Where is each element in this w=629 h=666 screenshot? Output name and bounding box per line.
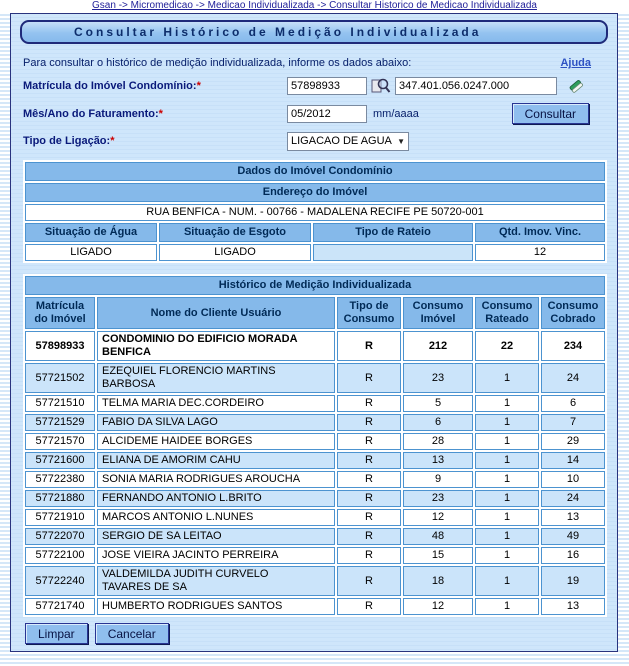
cell-nome: ALCIDEME HAIDEE BORGES <box>97 433 335 450</box>
cell-tipo-consumo: R <box>337 528 401 545</box>
cell-consumo-cobrado: 13 <box>541 598 605 615</box>
cell-consumo-imovel: 18 <box>403 566 473 596</box>
page-title-text: Consultar Histórico de Medição Individualizada <box>74 25 482 39</box>
table-row <box>25 547 605 564</box>
cell-tipo-consumo: R <box>337 414 401 431</box>
cancelar-button[interactable]: Cancelar <box>95 623 169 644</box>
cell-consumo-cobrado: 49 <box>541 528 605 545</box>
mes-ano-row <box>23 103 605 124</box>
cell-consumo-cobrado: 16 <box>541 547 605 564</box>
tipo-ligacao-label: Tipo de Ligação:* <box>23 135 115 147</box>
cell-nome: FERNANDO ANTONIO L.BRITO <box>97 490 335 507</box>
tipo-ligacao-select[interactable] <box>287 132 409 151</box>
cell-consumo-imovel: 13 <box>403 452 473 469</box>
table-row <box>25 363 605 393</box>
table-row <box>25 598 605 615</box>
tipo-ligacao-value: LIGACAO DE AGUA <box>291 135 392 147</box>
table-row <box>25 566 605 596</box>
cell-matricula: 57721740 <box>25 598 95 615</box>
cell-consumo-cobrado: 24 <box>541 363 605 393</box>
col-consumo-cobrado: Consumo Cobrado <box>541 297 605 329</box>
cell-nome: HUMBERTO RODRIGUES SANTOS <box>97 598 335 615</box>
cell-tipo-consumo: R <box>337 509 401 526</box>
cell-consumo-imovel: 23 <box>403 490 473 507</box>
table-row <box>25 414 605 431</box>
cell-consumo-rateado: 1 <box>475 547 539 564</box>
search-icon[interactable] <box>371 77 391 95</box>
cell-consumo-cobrado: 6 <box>541 395 605 412</box>
col-consumo-rateado: Consumo Rateado <box>475 297 539 329</box>
mes-ano-input[interactable] <box>287 105 367 123</box>
table-row <box>25 490 605 507</box>
historico-table <box>23 274 607 617</box>
table-row <box>25 509 605 526</box>
cell-matricula: 57721510 <box>25 395 95 412</box>
col-matricula: Matrícula do Imóvel <box>25 297 95 329</box>
col-qtd-imov-vinc: Qtd. Imov. Vinc. <box>475 223 605 242</box>
table-row <box>25 452 605 469</box>
cell-consumo-imovel: 12 <box>403 598 473 615</box>
mes-ano-label: Mês/Ano do Faturamento:* <box>23 107 163 120</box>
matricula-row <box>23 76 605 96</box>
required-asterisk: * <box>158 107 163 120</box>
cell-tipo-consumo: R <box>337 566 401 596</box>
cell-matricula: 57898933 <box>25 331 95 361</box>
cell-matricula: 57722240 <box>25 566 95 596</box>
breadcrumb[interactable]: Gsan -> Micromedicao -> Medicao Individualizada -> Consultar Historico de Medicao Individualizada <box>0 0 629 13</box>
consultar-button[interactable]: Consultar <box>512 103 589 124</box>
cell-consumo-cobrado: 19 <box>541 566 605 596</box>
cell-consumo-imovel: 6 <box>403 414 473 431</box>
endereco-value: RUA BENFICA - NUM. - 00766 - MADALENA RECIFE PE 50720-001 <box>25 204 605 221</box>
table-row <box>25 395 605 412</box>
cell-consumo-cobrado: 7 <box>541 414 605 431</box>
tipo-rateio-value <box>313 244 473 261</box>
cell-consumo-rateado: 1 <box>475 509 539 526</box>
cell-consumo-imovel: 212 <box>403 331 473 361</box>
cell-nome: VALDEMILDA JUDITH CURVELO TAVARES DE SA <box>97 566 335 596</box>
cell-consumo-rateado: 1 <box>475 471 539 488</box>
cell-matricula: 57722100 <box>25 547 95 564</box>
matricula-label: Matrícula do Imóvel Condomínio:* <box>23 80 201 92</box>
cell-consumo-rateado: 1 <box>475 363 539 393</box>
cell-consumo-rateado: 1 <box>475 598 539 615</box>
cell-consumo-rateado: 1 <box>475 452 539 469</box>
cell-tipo-consumo: R <box>337 433 401 450</box>
intro-text: Para consultar o histórico de medição individualizada, informe os dados abaixo: <box>23 57 412 69</box>
cell-matricula: 57721529 <box>25 414 95 431</box>
cell-nome: FABIO DA SILVA LAGO <box>97 414 335 431</box>
cell-consumo-imovel: 15 <box>403 547 473 564</box>
cell-consumo-cobrado: 234 <box>541 331 605 361</box>
situacao-esgoto-value: LIGADO <box>159 244 311 261</box>
table-row <box>25 528 605 545</box>
cell-nome: MARCOS ANTONIO L.NUNES <box>97 509 335 526</box>
cell-consumo-cobrado: 10 <box>541 471 605 488</box>
cell-consumo-rateado: 1 <box>475 528 539 545</box>
page-title <box>20 20 608 44</box>
cell-nome: SERGIO DE SA LEITAO <box>97 528 335 545</box>
cell-consumo-rateado: 22 <box>475 331 539 361</box>
historico-title: Histórico de Medição Individualizada <box>25 276 605 295</box>
cell-tipo-consumo: R <box>337 331 401 361</box>
table-row <box>25 433 605 450</box>
table-row <box>25 331 605 361</box>
col-situacao-esgoto: Situação de Esgoto <box>159 223 311 242</box>
cell-matricula: 57721570 <box>25 433 95 450</box>
cell-consumo-imovel: 5 <box>403 395 473 412</box>
tipo-ligacao-row <box>23 131 605 151</box>
matricula-input[interactable] <box>287 77 367 95</box>
cell-nome: TELMA MARIA DEC.CORDEIRO <box>97 395 335 412</box>
cell-consumo-cobrado: 24 <box>541 490 605 507</box>
cell-consumo-cobrado: 14 <box>541 452 605 469</box>
dados-imovel-title: Dados do Imóvel Condomínio <box>25 162 605 181</box>
inscricao-field <box>395 77 557 95</box>
cell-tipo-consumo: R <box>337 363 401 393</box>
mes-ano-format-hint: mm/aaaa <box>373 107 419 120</box>
table-row <box>25 471 605 488</box>
cell-nome: SONIA MARIA RODRIGUES AROUCHA <box>97 471 335 488</box>
cell-consumo-cobrado: 29 <box>541 433 605 450</box>
required-asterisk: * <box>196 80 201 92</box>
dados-imovel-table <box>23 160 607 263</box>
cell-consumo-imovel: 48 <box>403 528 473 545</box>
cell-consumo-imovel: 9 <box>403 471 473 488</box>
cell-tipo-consumo: R <box>337 598 401 615</box>
cell-consumo-cobrado: 13 <box>541 509 605 526</box>
col-tipo-consumo: Tipo de Consumo <box>337 297 401 329</box>
help-link[interactable]: Ajuda <box>560 57 591 69</box>
required-asterisk: * <box>110 135 115 147</box>
cell-consumo-imovel: 12 <box>403 509 473 526</box>
situacao-agua-value: LIGADO <box>25 244 157 261</box>
cell-nome: JOSE VIEIRA JACINTO PERREIRA <box>97 547 335 564</box>
cell-matricula: 57721880 <box>25 490 95 507</box>
chevron-down-icon: ▼ <box>397 136 405 146</box>
cell-consumo-rateado: 1 <box>475 566 539 596</box>
col-tipo-rateio: Tipo de Rateio <box>313 223 473 242</box>
cell-consumo-imovel: 23 <box>403 363 473 393</box>
qtd-imov-vinc-value: 12 <box>475 244 605 261</box>
cell-consumo-rateado: 1 <box>475 395 539 412</box>
cell-tipo-consumo: R <box>337 490 401 507</box>
cell-tipo-consumo: R <box>337 471 401 488</box>
cell-tipo-consumo: R <box>337 547 401 564</box>
col-situacao-agua: Situação de Água <box>25 223 157 242</box>
limpar-button[interactable]: Limpar <box>25 623 88 644</box>
eraser-icon[interactable] <box>567 77 585 95</box>
cell-matricula: 57721910 <box>25 509 95 526</box>
cell-matricula: 57722380 <box>25 471 95 488</box>
cell-consumo-imovel: 28 <box>403 433 473 450</box>
cell-consumo-rateado: 1 <box>475 433 539 450</box>
cell-nome: EZEQUIEL FLORENCIO MARTINS BARBOSA <box>97 363 335 393</box>
col-consumo-imovel: Consumo Imóvel <box>403 297 473 329</box>
cell-nome: CONDOMINIO DO EDIFICIO MORADA BENFICA <box>97 331 335 361</box>
cell-consumo-rateado: 1 <box>475 414 539 431</box>
cell-matricula: 57721600 <box>25 452 95 469</box>
col-nome-cliente: Nome do Cliente Usuário <box>97 297 335 329</box>
cell-matricula: 57721502 <box>25 363 95 393</box>
cell-nome: ELIANA DE AMORIM CAHU <box>97 452 335 469</box>
cell-consumo-rateado: 1 <box>475 490 539 507</box>
main-panel <box>10 13 618 652</box>
cell-matricula: 57722070 <box>25 528 95 545</box>
cell-tipo-consumo: R <box>337 395 401 412</box>
endereco-header: Endereço do Imóvel <box>25 183 605 202</box>
cell-tipo-consumo: R <box>337 452 401 469</box>
